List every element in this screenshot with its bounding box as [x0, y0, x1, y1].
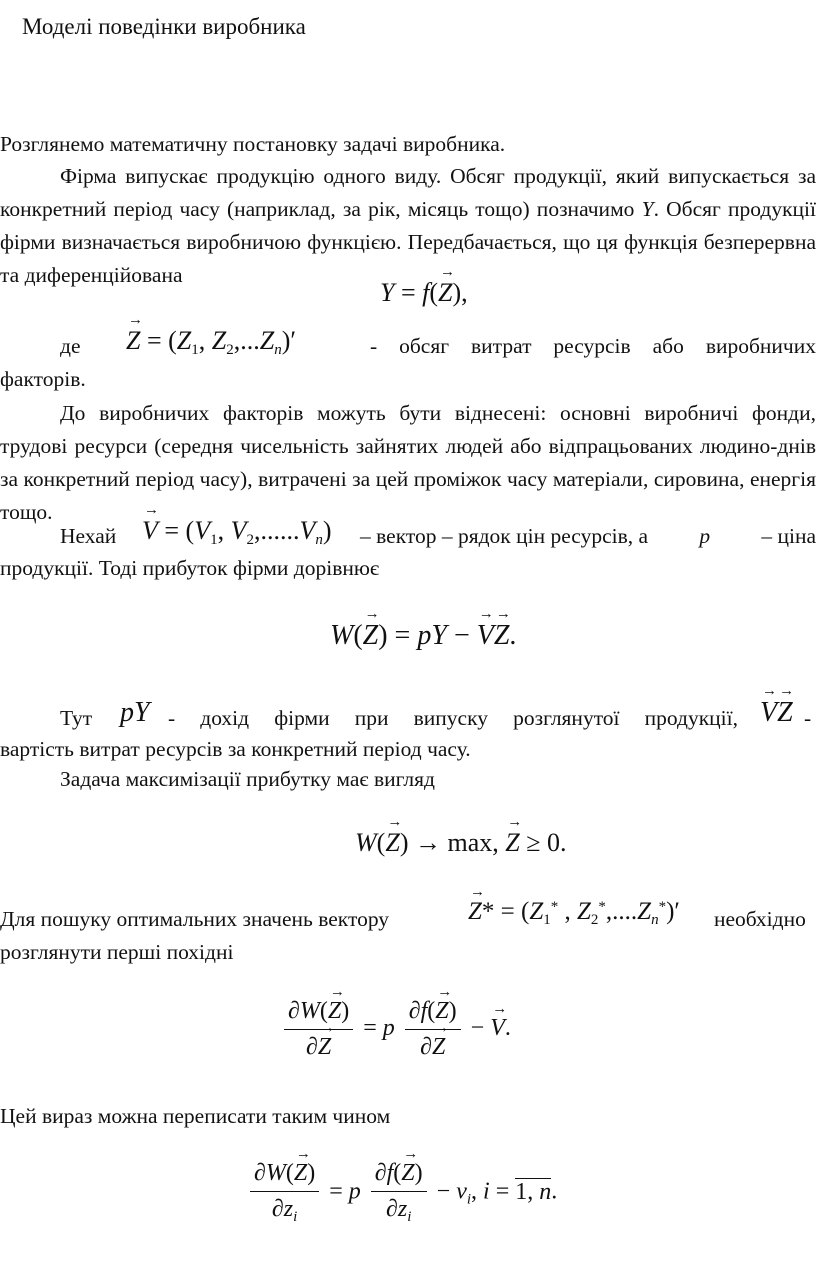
- tut-continuation: вартість витрат ресурсів за конкретний період часу.: [0, 737, 471, 761]
- paragraph-firm-y: Y: [641, 197, 654, 221]
- fraction-dW-dZ: $\frac{\partial W(\to Z)}{\partial\to Z}$: [284, 998, 353, 1061]
- nehai-text-a: – вектор – рядок цін ресурсів, а: [360, 524, 649, 548]
- equation-pY: pY: [120, 697, 150, 728]
- paragraph-firm: [0, 160, 816, 292]
- nehai-text-b: – ціна: [761, 524, 816, 548]
- paragraph-maximization: Задача максимізації прибутку має вигляд: [60, 767, 435, 791]
- tut-text: - дохід фірми при випуску розглянутої продукції,: [168, 706, 738, 730]
- nehai-label: Нехай: [60, 524, 117, 548]
- paragraph-intro: Розглянемо математичну постановку задачі виробника.: [0, 132, 506, 156]
- paragraph-profit-intro: продукції. Тоді прибуток фірми дорівнює: [0, 556, 380, 580]
- de-continuation: факторів.: [0, 367, 86, 391]
- paragraph-optimal-a: Для пошуку оптимальних значень вектору: [0, 907, 390, 931]
- equation-v-vector: → $V = (V_1$, $V_2,......V_n$): [142, 516, 332, 549]
- nehai-p: p: [699, 524, 711, 548]
- equation-profit: W(→ Z) = pY − → V→ Z.: [330, 620, 516, 652]
- paragraph-firm-text-b: . Обсяг продукції фірми визначається виробничою функцією. Передбачається, що ця функція безперервна та диференційована: [0, 197, 816, 287]
- tut-dash: -: [804, 706, 812, 730]
- tut-label: Тут: [60, 706, 93, 730]
- de-label: де: [60, 334, 81, 358]
- equation-production-function: Y = f(→ Z),: [380, 278, 468, 308]
- nehai-text: [360, 524, 816, 549]
- paragraph-firm-text-a: Фірма випускає продукцію одного виду. Обсяг продукції, який випускається за конкретний період часу (наприклад, за рік, місяць тощо) позначимо: [0, 164, 816, 221]
- equation-maximization: W(→ Z) → max, → Z ≥ 0.: [355, 828, 566, 858]
- paragraph-rewrite: Цей вираз можна переписати таким чином: [0, 1104, 391, 1128]
- fraction-df-dzi: $\frac{\partial f(\to Z)}{\partial z_i}$: [371, 1160, 427, 1226]
- fraction-df-dZ: $\frac{\partial f(\to Z)}{\partial\to Z}$: [405, 998, 461, 1061]
- de-text: - обсяг витрат ресурсів або виробничих: [370, 334, 816, 358]
- equation-z-vector: → $Z = (Z_1$, $Z_2,...Z_n)'$: [126, 326, 296, 359]
- paragraph-optimal-b: необхідно: [714, 907, 806, 931]
- page-header: Моделі поведінки виробника: [22, 14, 306, 39]
- paragraph-optimal-continuation: розглянути перші похідні: [0, 940, 234, 964]
- fraction-dW-dzi: $\frac{\partial W(\to Z)}{\partial z_i}$: [250, 1160, 319, 1226]
- equation-optimal-vector: → $Z* = (Z_1^*$ , $Z_2^*,....Z_n^*)'$: [468, 898, 680, 929]
- equation-derivative-component: $\frac{\partial W(\to Z)}{\partial z_i}$ = p $\frac{\partial f(\to Z)}{\partial z_i}$ − $v_i$, i = 1, n.: [246, 1160, 557, 1226]
- equation-VZ: → V→ Z: [760, 697, 793, 729]
- paragraph-factors: До виробничих факторів можуть бути віднесені: основні виробничі фонди, трудові ресурси (середня чисельність зайнятих людей або відпрацьованих людино-днів за конкретний період часу), витрачені за цей проміжок часу матеріали, сировина, енергія тощо.: [0, 401, 816, 524]
- equation-derivative-vector: $\frac{\partial W(\to Z)}{\partial\to Z}$ = p $\frac{\partial f(\to Z)}{\partial\to Z}$ − → V.: [280, 998, 511, 1061]
